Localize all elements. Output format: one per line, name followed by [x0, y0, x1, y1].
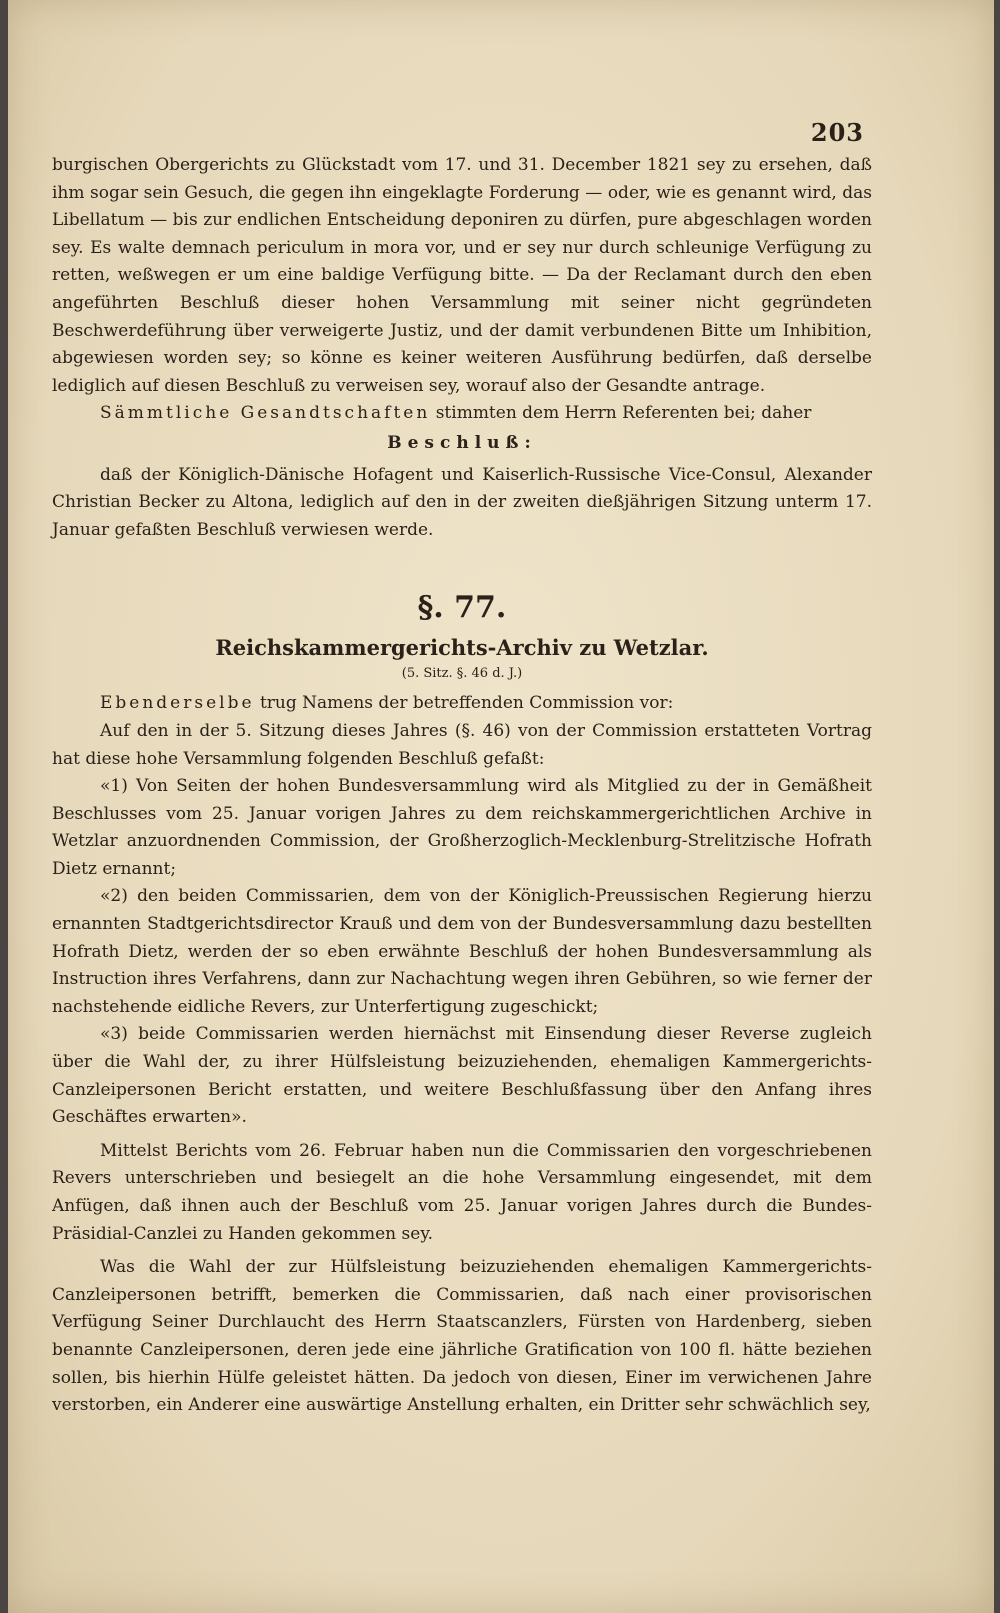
section-number: §. 77.	[417, 590, 507, 626]
paragraph-continuation: burgischen Obergerichts zu Glückstadt vom 17. und 31. December 1821 sey zu ersehen, daß ihm sogar sein Gesuch, die gegen ihn eingeklagte Forderung — oder, wie es genannt wird, das Libellatum — bis zur endlichen Entscheidung deponiren zu dürfen, pure abgeschlagen worden sey. Es walte demnach periculum in mora vor, und er sey nur durch schleunige Verfügung zu retten, weßwegen er um eine baldige Verfügung bitte. — Da der Reclamant durch den eben angeführten Beschluß dieser hohen Versammlung mit seiner nicht gegründeten Beschwerdeführung über verweigerte Justiz, und der damit verbundenen Bitte um Inhibition, abgewiesen worden sey; so könne es keiner weiteren Ausführung bedürfen, daß derselbe lediglich auf diesen Beschluß zu verweisen sey, worauf also der Gesandte antrage.	[52, 155, 872, 396]
votes-rest: stimmten dem Herrn Referenten bei; daher	[430, 403, 812, 424]
section-title: Reichskammergerichts-Archiv zu Wetzlar.	[215, 635, 709, 661]
paragraph-report	[52, 690, 872, 718]
resolution-heading: Beschluß:	[387, 432, 537, 453]
page-number: 203	[810, 118, 864, 147]
paragraph-previous-decision: Auf den in der 5. Sitzung dieses Jahres (§. 46) von der Commission erstatteten Vortrag hat diese hohe Versammlung folgenden Beschluß gefaßt:	[52, 720, 872, 769]
paragraph-votes	[52, 400, 872, 428]
report-lead: Ebenderselbe	[100, 693, 255, 714]
paragraph-chancery-staff: Was die Wahl der zur Hülfsleistung beizuziehenden ehemaligen Kammergerichts-Canzleipersonen betrifft, bemerken die Commissarien, daß nach einer provisorischen Verfügung Seiner Durchlaucht des Herrn Staatscanzlers, Fürsten von Hardenberg, sieben benannte Canzleipersonen, deren jede eine jährliche Gratification von 100 fl. hätte beziehen sollen, bis hierhin Hülfe geleistet hätten. Da jedoch von diesen, Einer im verwichenen Jahre verstorben, ein Anderer eine auswärtige Anstellung erhalten, ein Dritter sehr schwächlich sey,	[52, 1257, 872, 1416]
paragraph-point-3: «3) beide Commissarien werden hiernächst mit Einsendung dieser Reverse zugleich über die Wahl der, zu ihrer Hülfsleistung beizuziehenden, ehemaligen Kammergerichts-Canzleipersonen Bericht erstatten, und weitere Beschlußfassung über den Anfang ihres Geschäftes erwarten».	[52, 1024, 872, 1128]
votes-lead: Sämmtliche Gesandtschaften	[100, 403, 431, 424]
report-rest: trug Namens der betreffenden Commission vor:	[254, 693, 674, 714]
paragraph-resolution: daß der Königlich-Dänische Hofagent und Kaiserlich-Russische Vice-Consul, Alexander Christian Becker zu Altona, lediglich auf den in der zweiten dießjährigen Sitzung unterm 17. Januar gefaßten Beschluß verwiesen werde.	[52, 464, 872, 540]
body-text	[52, 152, 872, 1420]
section-reference: (5. Sitz. §. 46 d. J.)	[401, 666, 523, 682]
document-page	[8, 0, 994, 1613]
paragraph-point-2: «2) den beiden Commissarien, dem von der Königlich-Preussischen Regierung hierzu ernannten Stadtgerichtsdirector Krauß und dem von der Bundesversammlung dazu bestellten Hofrath Dietz, werden der so eben erwähnte Beschluß der hohen Bundesversammlung als Instruction ihres Verfahrens, dann zur Nachachtung wegen ihren Gebühren, so wie ferner der nachstehende eidliche Revers, zur Unterfertigung zugeschickt;	[52, 886, 872, 1017]
paragraph-report-february: Mittelst Berichts vom 26. Februar haben nun die Commissarien den vorgeschriebenen Revers unterschrieben und besiegelt an die hohe Versammlung eingesendet, mit dem Anfügen, daß ihnen auch der Beschluß vom 25. Januar vorigen Jahres durch die Bundes-Präsidial-Canzlei zu Handen gekommen sey.	[52, 1140, 872, 1244]
paragraph-point-1: «1) Von Seiten der hohen Bundesversammlung wird als Mitglied zu der in Gemäßheit Beschlusses vom 25. Januar vorigen Jahres zu dem reichskammergerichtlichen Archive in Wetzlar anzuordnenden Commission, der Großherzoglich-Mecklenburg-Strelitzische Hofrath Dietz ernannt;	[52, 776, 872, 879]
